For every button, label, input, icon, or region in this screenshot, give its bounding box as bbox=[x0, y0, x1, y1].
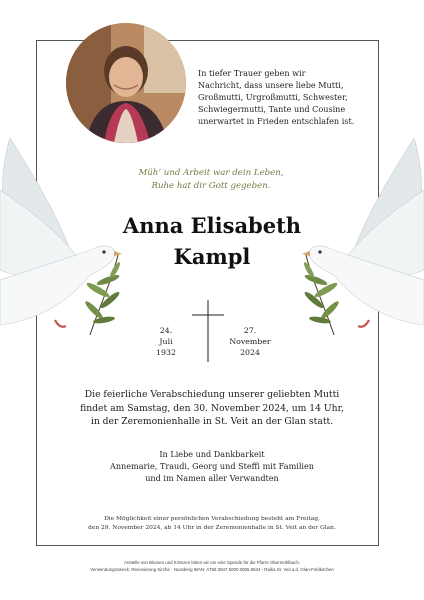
death-day: 27. bbox=[243, 326, 257, 335]
motto-line-1: Müh’ und Arbeit war dein Leben, bbox=[138, 168, 284, 178]
announcement-line: Die feierliche Verabschiedung unserer geliebten Mutti bbox=[84, 389, 340, 400]
intro-line: In tiefer Trauer geben wir bbox=[198, 68, 306, 78]
intro-line: Nachricht, dass unsere liebe Mutti, bbox=[198, 80, 344, 90]
motto-verse bbox=[80, 167, 342, 193]
death-date bbox=[225, 325, 275, 358]
mourners-line: und im Namen aller Verwandten bbox=[145, 473, 279, 483]
surname: Kampl bbox=[173, 244, 251, 269]
mourners-line: In Liebe und Dankbarkeit bbox=[159, 449, 265, 459]
birth-date bbox=[146, 325, 186, 358]
intro-line: Großmutti, Urgroßmutti, Schwester, bbox=[198, 92, 348, 102]
death-year: 2024 bbox=[240, 348, 260, 357]
mourners-line: Annemarie, Traudi, Georg und Steffi mit Familien bbox=[109, 461, 315, 471]
announcement-line: in der Zeremonienhalle in St. Veit an der Glan statt. bbox=[90, 416, 334, 427]
birth-month: Juli bbox=[159, 337, 173, 346]
cross-icon bbox=[192, 300, 224, 362]
portrait-photo bbox=[66, 23, 186, 143]
viewing-note bbox=[52, 515, 372, 533]
donation-footer bbox=[20, 559, 404, 573]
first-names: Anna Elisabeth bbox=[122, 213, 302, 238]
death-month: November bbox=[229, 337, 271, 346]
motto-line-2: Ruhe hat dir Gott gegeben. bbox=[151, 181, 271, 191]
announcement-line: findet am Samstag, den 30. November 2024, um 14 Uhr, bbox=[80, 402, 344, 414]
mourners-list bbox=[62, 448, 362, 484]
viewing-line: Die Möglichkeit einer persönlichen Verabschiedung besteht am Freitag, bbox=[104, 516, 320, 522]
intro-line: Schwiegermutti, Tante und Cousine bbox=[198, 104, 346, 114]
intro-text bbox=[198, 67, 378, 127]
viewing-line: den 29. November 2024, ab 14 Uhr in der Zeremonienhalle in St. Veit an der Glan. bbox=[88, 525, 336, 531]
ceremony-announcement bbox=[52, 388, 372, 429]
footer-line: Anstelle von Blumen und Kränzen bitten wir um eine Spende für die Pfarre Obermühlbach. bbox=[124, 560, 300, 565]
intro-line: unerwartet in Frieden entschlafen ist. bbox=[198, 116, 355, 126]
birth-day: 24. bbox=[159, 326, 173, 335]
footer-line: Verwendungszweck: Renovierung Kirche - Nussberg IBAN: AT58 3947 5000 0005 9634 - Raika St. Veit a.d. Glan-Feldkirchen bbox=[90, 567, 334, 572]
birth-year: 1932 bbox=[156, 348, 176, 357]
deceased-name bbox=[90, 210, 334, 272]
